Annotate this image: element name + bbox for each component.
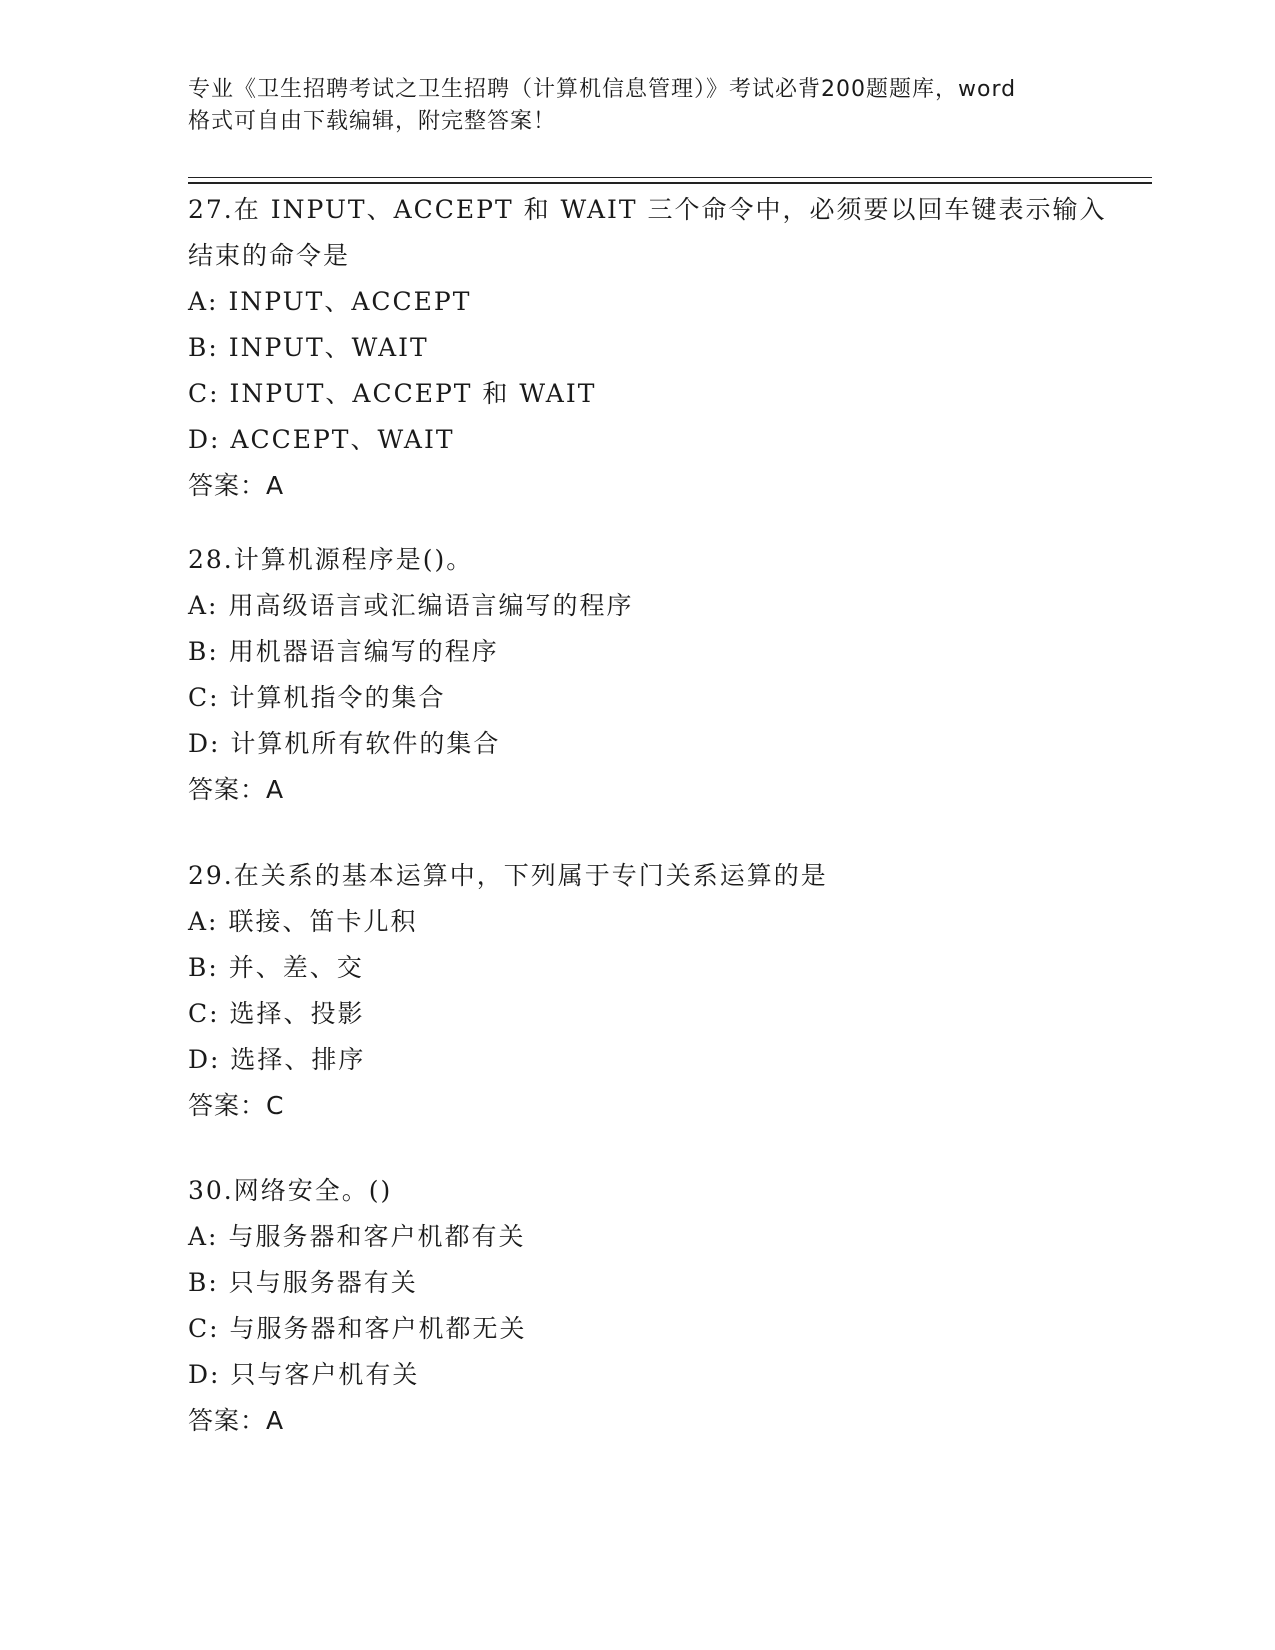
question-27	[188, 187, 1107, 509]
option-text: 用机器语言编写的程序	[228, 637, 499, 666]
option-text: 联接、笛卡儿积	[228, 907, 418, 936]
option-text: INPUT、WAIT	[228, 333, 429, 362]
question-stem: 28.计算机源程序是()。	[188, 545, 474, 574]
question-stem: 30.网络安全。()	[188, 1176, 393, 1205]
question-stem: 29.在关系的基本运算中，下列属于专门关系运算的是	[188, 861, 828, 890]
option-text: 选择、投影	[229, 999, 365, 1028]
option-a	[188, 1214, 1088, 1260]
question-28	[188, 537, 1088, 813]
option-label: C:	[188, 683, 220, 712]
option-c	[188, 371, 1088, 417]
option-text: 选择、排序	[230, 1045, 366, 1074]
option-text: 并、差、交	[228, 953, 364, 982]
option-text: 与服务器和客户机都无关	[229, 1314, 527, 1343]
question-stem-continued: 结束的命令是	[188, 241, 351, 270]
option-label: C:	[188, 999, 220, 1028]
option-b	[188, 629, 1088, 675]
option-d	[188, 721, 1088, 767]
option-c	[188, 675, 1088, 721]
option-c	[188, 1306, 1088, 1352]
question-30	[188, 1168, 1088, 1444]
option-label: D:	[188, 729, 221, 758]
option-d	[188, 1352, 1088, 1398]
option-label: A:	[188, 591, 219, 620]
answer-line: 答案：C	[188, 1091, 285, 1120]
option-text: 只与服务器有关	[228, 1268, 418, 1297]
option-d	[188, 1037, 1088, 1083]
option-text: 计算机所有软件的集合	[230, 729, 501, 758]
option-b	[188, 325, 1088, 371]
header-divider-thin	[188, 177, 1152, 178]
option-a	[188, 583, 1088, 629]
option-a	[188, 899, 1088, 945]
header-line-1: 专业《卫生招聘考试之卫生招聘（计算机信息管理）》考试必背200题题库，word	[188, 77, 1017, 102]
question-29	[188, 853, 1088, 1129]
option-a	[188, 279, 1088, 325]
option-label: D:	[188, 1045, 221, 1074]
option-label: A:	[188, 287, 219, 316]
option-text: 用高级语言或汇编语言编写的程序	[228, 591, 634, 620]
option-c	[188, 991, 1088, 1037]
option-text: INPUT、ACCEPT 和 WAIT	[229, 379, 597, 408]
option-label: D:	[188, 425, 221, 454]
option-label: B:	[188, 333, 219, 362]
option-b	[188, 1260, 1088, 1306]
option-label: B:	[188, 953, 219, 982]
option-text: 与服务器和客户机都有关	[228, 1222, 526, 1251]
header-divider-thick	[188, 182, 1152, 184]
option-text: 只与客户机有关	[230, 1360, 420, 1389]
option-text: INPUT、ACCEPT	[228, 287, 472, 316]
option-label: B:	[188, 637, 219, 666]
option-label: C:	[188, 379, 220, 408]
answer-line: 答案：A	[188, 1406, 285, 1435]
answer-line: 答案：A	[188, 775, 285, 804]
document-header	[188, 74, 1088, 138]
question-stem: 27.在 INPUT、ACCEPT 和 WAIT 三个命令中，必须要以回车键表示输入	[188, 195, 1107, 224]
header-line-2: 格式可自由下载编辑，附完整答案！	[188, 109, 557, 134]
option-label: A:	[188, 907, 219, 936]
option-text: 计算机指令的集合	[229, 683, 446, 712]
option-label: D:	[188, 1360, 221, 1389]
option-label: B:	[188, 1268, 219, 1297]
option-text: ACCEPT、WAIT	[230, 425, 455, 454]
option-d	[188, 417, 1088, 463]
answer-line: 答案：A	[188, 471, 285, 500]
option-label: C:	[188, 1314, 220, 1343]
option-b	[188, 945, 1088, 991]
option-label: A:	[188, 1222, 219, 1251]
